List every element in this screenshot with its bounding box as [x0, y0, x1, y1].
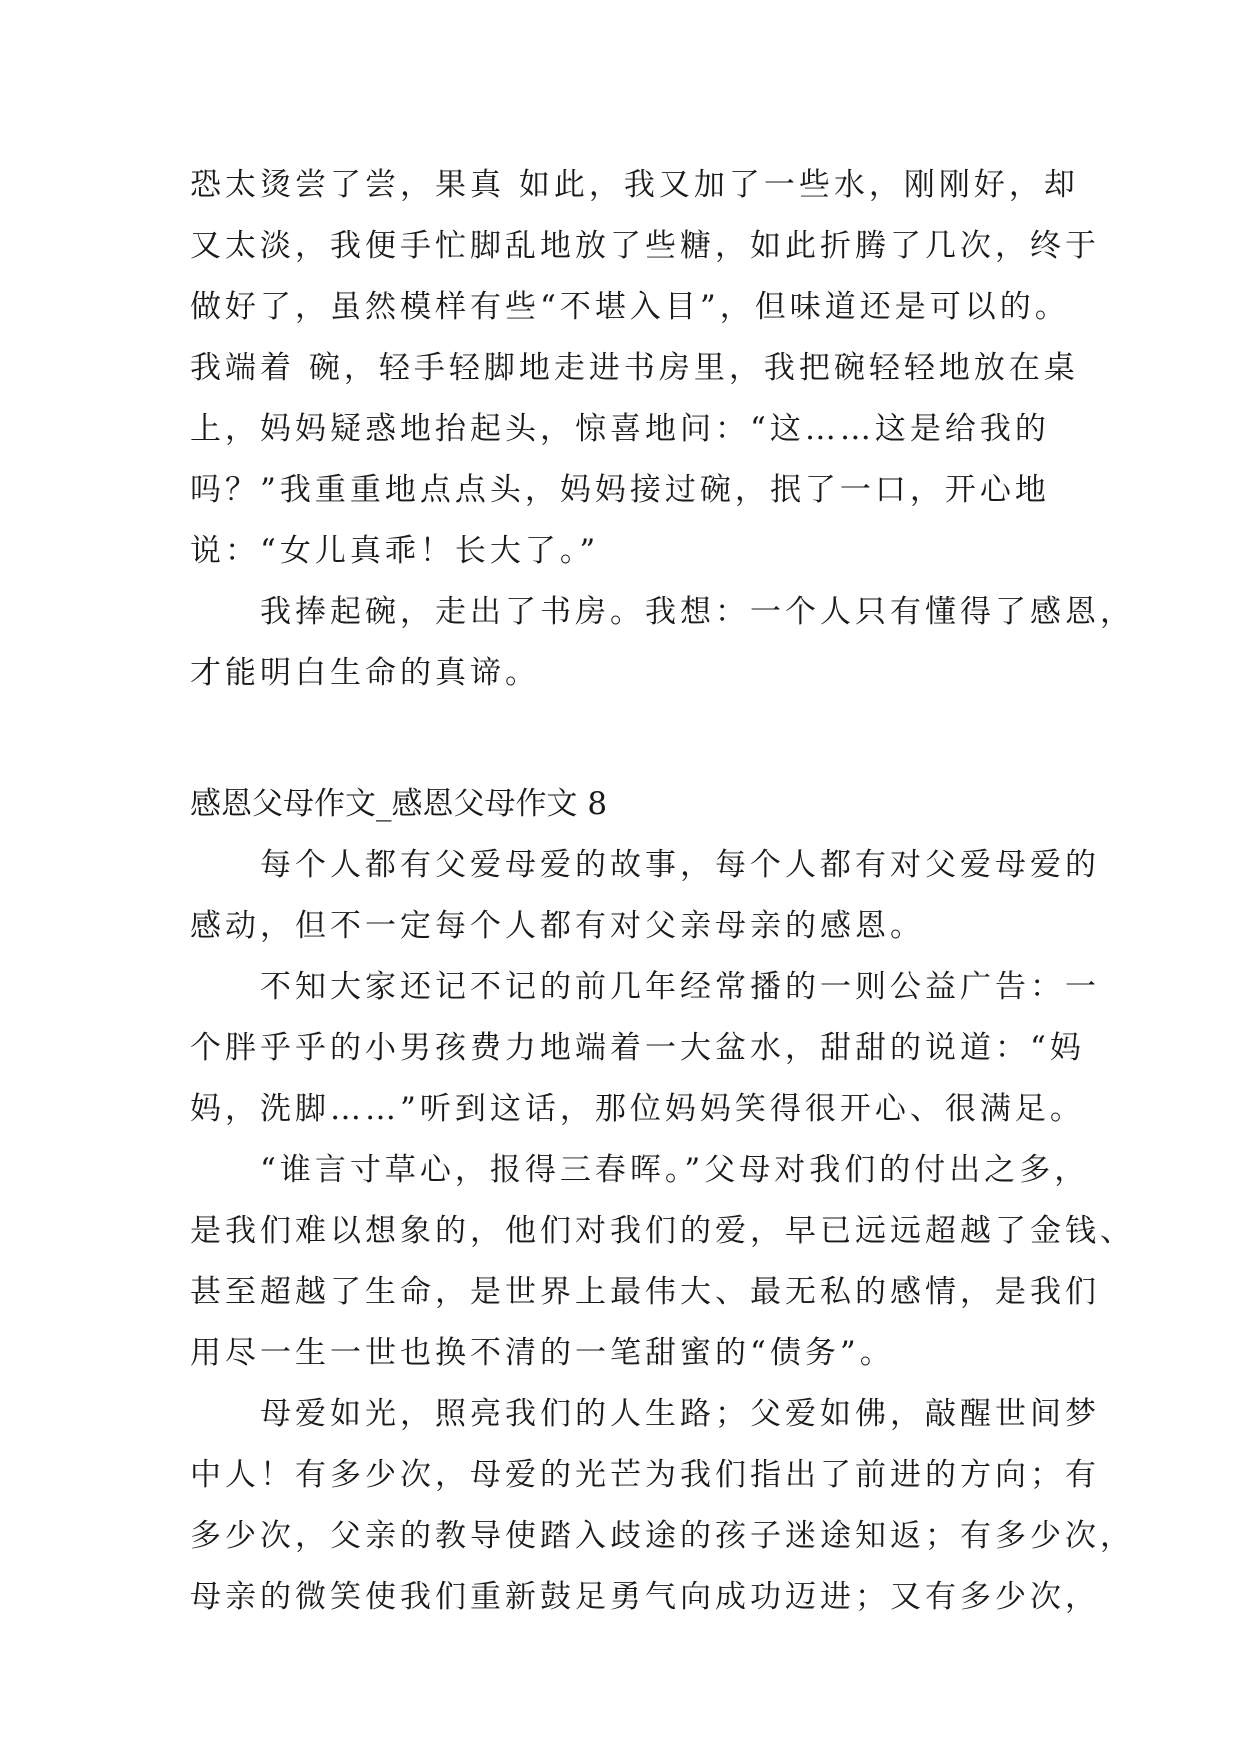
text-line: 母爱如光，照亮我们的人生路；父爱如佛，敲醒世间梦 [190, 1396, 1100, 1432]
text-line: 我端着 碗，轻手轻脚地走进书房里，我把碗轻轻地放在桌 [190, 350, 1079, 386]
text-line: 母亲的微笑使我们重新鼓足勇气向成功迈进；又有多少次， [190, 1579, 1100, 1615]
section-title: 感恩父母作文_感恩父母作文 8 [190, 786, 608, 822]
text-line: 多少次，父亲的教导使踏入歧途的孩子迷途知返；有多少次， [190, 1518, 1135, 1554]
document-page [190, 155, 1135, 1628]
text-line: 中人！有多少次，母爱的光芒为我们指出了前进的方向；有 [190, 1457, 1100, 1493]
text-line: 感动，但不一定每个人都有对父亲母亲的感恩。 [190, 908, 925, 944]
text-line: 用尽一生一世也换不清的一笔甜蜜的“债务”。 [190, 1335, 895, 1371]
text-line: 甚至超越了生命，是世界上最伟大、最无私的感情，是我们 [190, 1274, 1100, 1310]
text-line: 妈，洗脚……”听到这话，那位妈妈笑得很开心、很满足。 [190, 1091, 1085, 1127]
text-line: 又太淡，我便手忙脚乱地放了些糖，如此折腾了几次，终于 [190, 228, 1100, 264]
text-line: 我捧起碗，走出了书房。我想：一个人只有懂得了感恩， [190, 594, 1135, 630]
text-line: 个胖乎乎的小男孩费力地端着一大盆水，甜甜的说道：“妈 [190, 1030, 1085, 1066]
text-line: 吗？”我重重地点点头，妈妈接过碗，抿了一口，开心地 [190, 472, 1050, 508]
text-line: 才能明白生命的真谛。 [190, 655, 540, 691]
text-line: 恐太烫尝了尝，果真 如此，我又加了一些水，刚刚好，却 [190, 167, 1079, 203]
text-line: 上，妈妈疑惑地抬起头，惊喜地问：“这……这是给我的 [190, 411, 1050, 447]
text-line: 是我们难以想象的，他们对我们的爱，早已远远超越了金钱、 [190, 1213, 1135, 1249]
text-line: 不知大家还记不记的前几年经常播的一则公益广告：一 [190, 969, 1100, 1005]
text-line: “谁言寸草心，报得三春晖。”父母对我们的付出之多， [190, 1152, 1090, 1188]
text-line: 说：“女儿真乖！长大了。” [190, 533, 600, 569]
section-gap [190, 704, 1060, 774]
text-line: 做好了，虽然模样有些“不堪入目”，但味道还是可以的。 [190, 289, 1070, 325]
text-line: 每个人都有父爱母爱的故事，每个人都有对父爱母爱的 [190, 847, 1100, 883]
